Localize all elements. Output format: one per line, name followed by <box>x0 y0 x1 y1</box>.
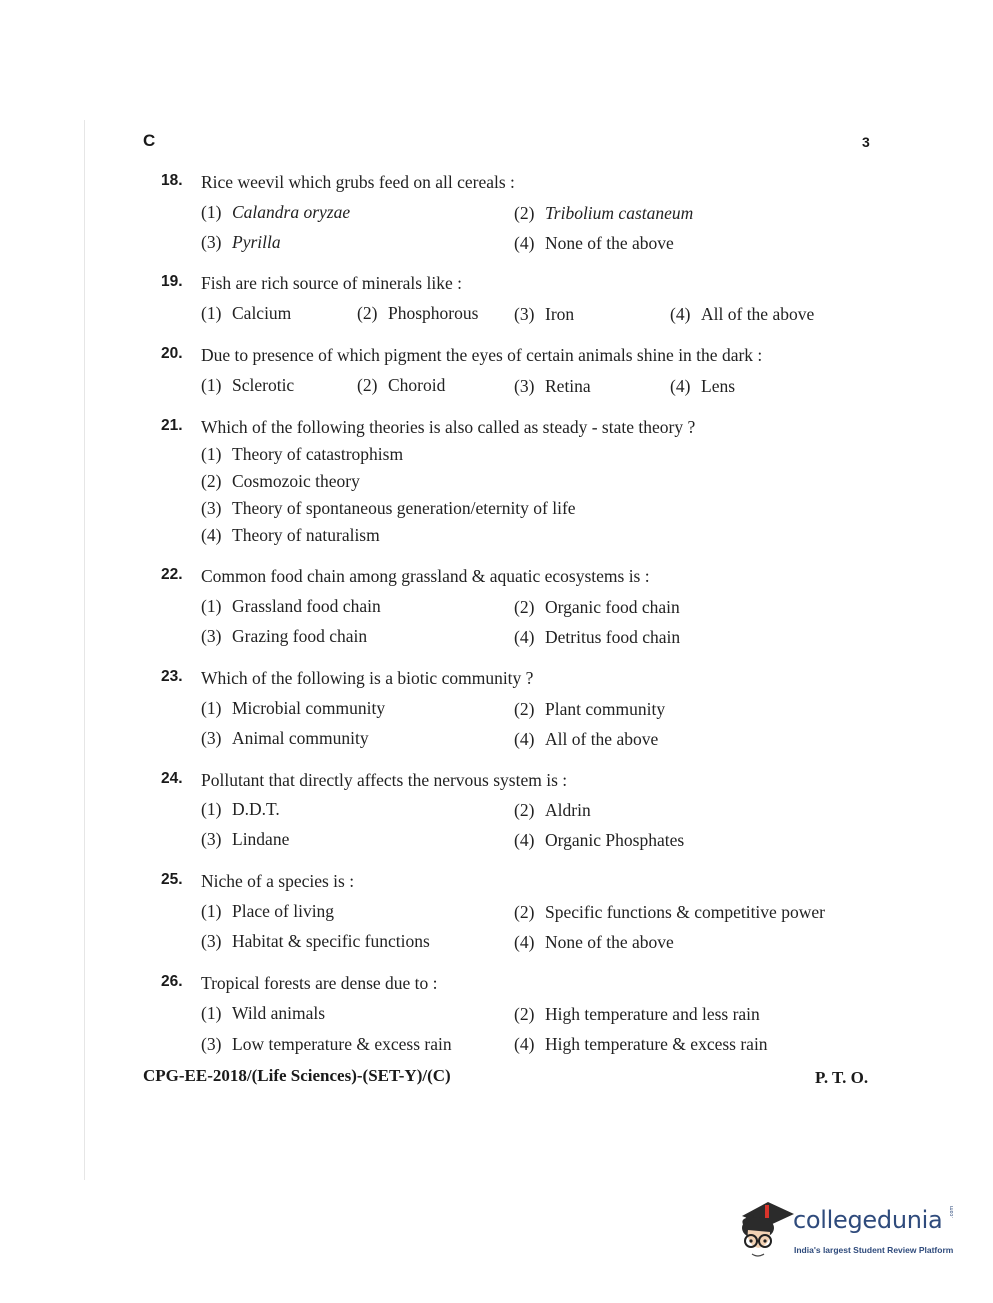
option-1: (1) Sclerotic <box>201 375 295 395</box>
set-code: C <box>143 131 156 150</box>
option-3: (3) Theory of spontaneous generation/eternity of life <box>201 498 576 518</box>
question-number: 21. <box>161 417 183 434</box>
option-1: (1) Wild animals <box>201 1003 326 1023</box>
option-1: (1) Grassland food chain <box>201 596 381 616</box>
option-3: (3) Retina <box>514 376 591 396</box>
option-2: (2) Choroid <box>357 375 446 395</box>
question-number: 18. <box>161 172 183 189</box>
option-3: (3) Iron <box>514 304 575 324</box>
question-text: Niche of a species is : <box>201 871 355 891</box>
question-text: Common food chain among grassland & aquatic ecosystems is : <box>201 566 650 586</box>
question-number: 20. <box>161 345 183 362</box>
option-2: (2) Plant community <box>514 699 666 719</box>
question-text: Fish are rich source of minerals like : <box>201 273 462 293</box>
option-1: (1) Microbial community <box>201 698 386 718</box>
question-number: 22. <box>161 566 183 583</box>
page-number: 3 <box>862 134 870 150</box>
option-2: (2) Tribolium castaneum <box>514 203 694 223</box>
question-number: 24. <box>161 770 183 787</box>
watermark-tagline: India's largest Student Review Platform <box>794 1245 954 1255</box>
option-3: (3) Animal community <box>201 728 369 748</box>
option-2: (2) Specific functions & competitive power <box>514 902 825 922</box>
question-number: 23. <box>161 668 183 685</box>
paper-code: CPG-EE-2018/(Life Sciences)-(SET-Y)/(C) <box>143 1066 451 1085</box>
collegedunia-watermark <box>736 1196 961 1266</box>
option-3: (3) Grazing food chain <box>201 626 368 646</box>
option-4: (4) Theory of naturalism <box>201 525 380 545</box>
option-1: (1) Calcium <box>201 303 292 323</box>
question-text: Which of the following theories is also called as steady - state theory ? <box>201 417 696 437</box>
question-number: 25. <box>161 871 183 888</box>
option-1: (1) Calandra oryzae <box>201 202 351 222</box>
pto-label: P. T. O. <box>815 1068 869 1087</box>
option-4: (4) High temperature & excess rain <box>514 1034 768 1054</box>
question-number: 19. <box>161 273 183 290</box>
option-3: (3) Pyrilla <box>201 232 281 252</box>
option-2: (2) Cosmozoic theory <box>201 471 360 491</box>
watermark-domain: .com <box>949 1205 955 1218</box>
option-4: (4) Detritus food chain <box>514 627 681 647</box>
option-2: (2) Aldrin <box>514 800 591 820</box>
option-3: (3) Lindane <box>201 829 290 849</box>
option-2: (2) Phosphorous <box>357 303 479 323</box>
option-4: (4) All of the above <box>514 729 659 749</box>
option-1: (1) Theory of catastrophism <box>201 444 404 464</box>
option-3: (3) Low temperature & excess rain <box>201 1034 452 1054</box>
question-number: 26. <box>161 973 183 990</box>
option-3: (3) Habitat & specific functions <box>201 931 430 951</box>
question-text: Due to presence of which pigment the eyes of certain animals shine in the dark : <box>201 345 763 365</box>
option-4: (4) None of the above <box>514 233 674 253</box>
watermark-brand: collegedunia <box>793 1206 943 1234</box>
question-text: Pollutant that directly affects the nervous system is : <box>201 770 568 790</box>
option-4: (4) All of the above <box>670 304 815 324</box>
question-text: Rice weevil which grubs feed on all cereals : <box>201 172 515 192</box>
question-text: Tropical forests are dense due to : <box>201 973 438 993</box>
question-text: Which of the following is a biotic community ? <box>201 668 534 688</box>
option-4: (4) Lens <box>670 376 736 396</box>
option-1: (1) D.D.T. <box>201 799 280 819</box>
option-2: (2) Organic food chain <box>514 597 680 617</box>
mascot-logo-icon <box>736 1196 794 1260</box>
option-2: (2) High temperature and less rain <box>514 1004 760 1024</box>
scan-margin-line <box>84 120 85 1180</box>
option-4: (4) Organic Phosphates <box>514 830 685 850</box>
option-4: (4) None of the above <box>514 932 674 952</box>
option-1: (1) Place of living <box>201 901 335 921</box>
